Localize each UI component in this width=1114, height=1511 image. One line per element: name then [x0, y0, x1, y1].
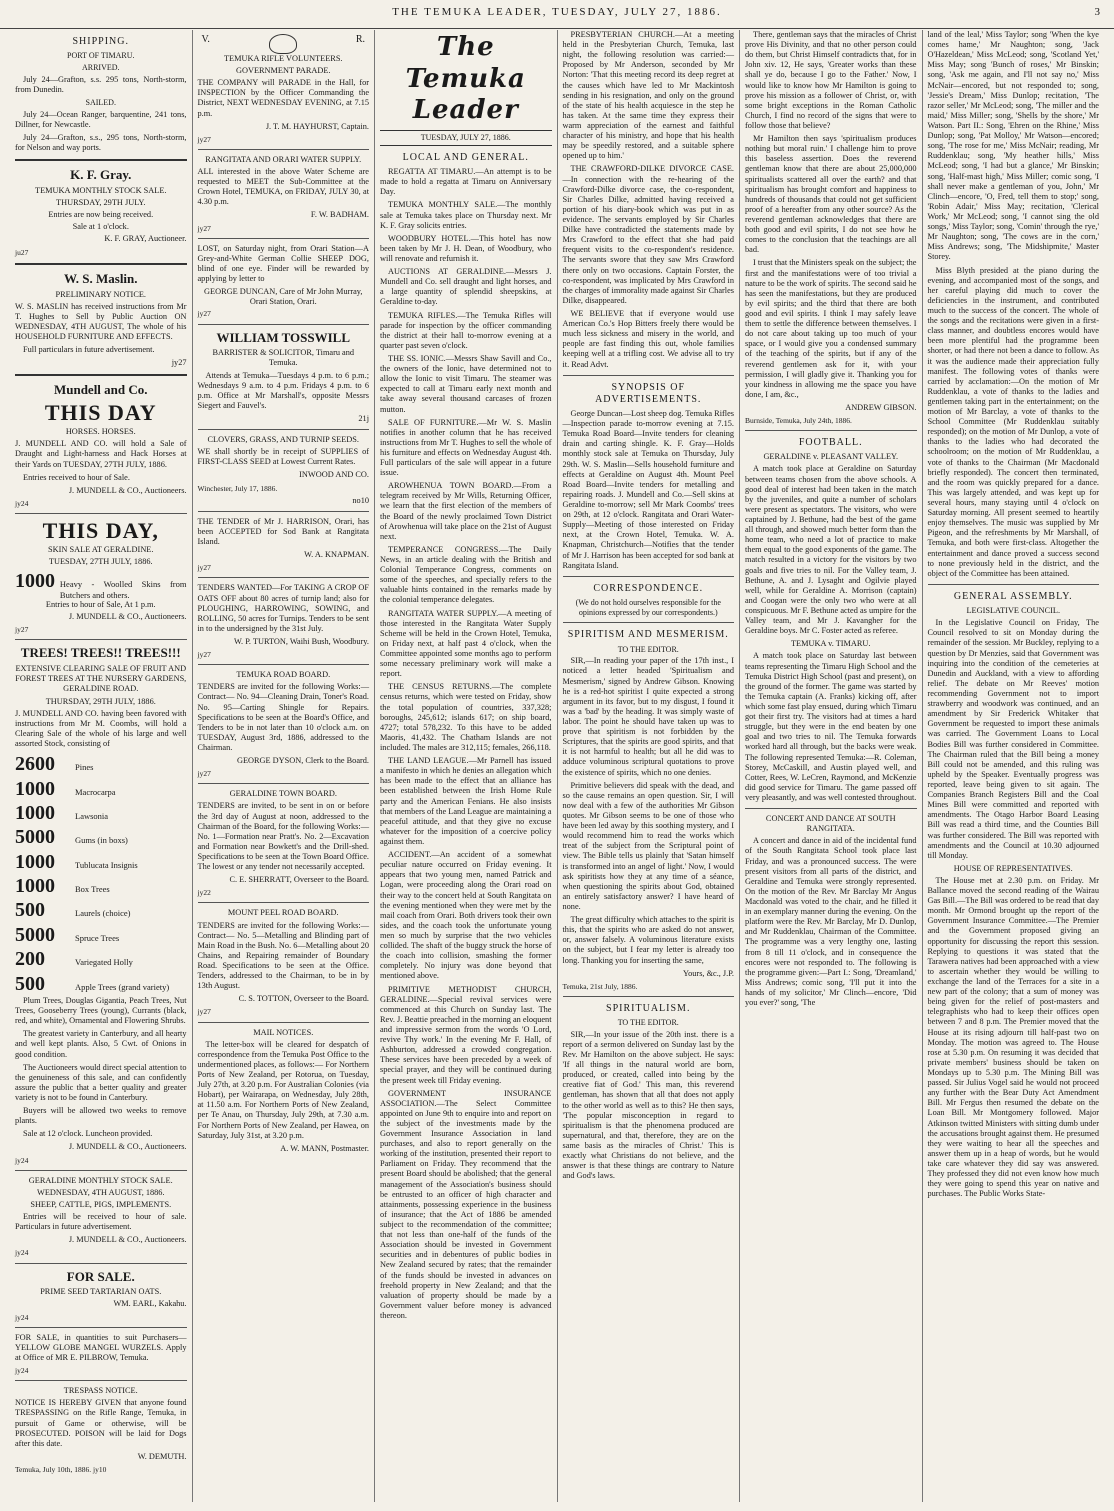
- divider: [563, 375, 735, 376]
- spiritualism-title: SPIRITUALISM.: [606, 1002, 691, 1014]
- lost-dog-ref: jy27: [197, 309, 211, 319]
- spiritism-signature: Yours, &c., J.P.: [682, 968, 734, 978]
- trees-body: J. MUNDELL AND CO. having been favored with instructions from Mr M. Coombs, will hold a Clearing Sale of the whole of his large and well assorted Stock, consisting of: [15, 708, 187, 749]
- page-number: 3: [1094, 6, 1100, 18]
- rifle-ref: jy27: [197, 134, 211, 144]
- list-item: 5000 Spruce Trees: [15, 923, 120, 946]
- road-board-body: TENDERS are invited for the following Works:— Contract— No. 94—Cleaning Drain, Toner's Road. No. 95—Carting Shingle for Repairs. Specifications to be seen at the Board's Office, and Tenders to be in not later than 10 o'clock a.m. on TUESDAY, August 3rd, 1886, addressed to the Chairman.: [197, 682, 369, 752]
- article-paragraph: Mr Hamilton then says 'spiritualism produces nothing but moral ruin.' I challenge him to prove this baseless assertion. Does the reverend gentleman know that there are about 25,000,000 spiritualists scattered all over the earth? and that spiritualism has brought comfort and happiness to hundreds of thousands that could not get sufficient proof of a hereafter from any other source? As the reverend gentleman acknowledges that there are both good and evil spirits, I do not see how he comes to the conclusion that the teachings are all bad.: [745, 134, 917, 255]
- divider: [563, 996, 735, 997]
- clovers-signature: INWOOD AND CO.: [299, 470, 369, 480]
- mundell-title: Mundell and Co.: [53, 382, 148, 398]
- article-paragraph: I trust that the Ministers speak on the subject; the first and the manifestations were of too trivial a nature to be the work of spirits. The second said he has seen the manifestations, but they are produced by evil spirits; and the third that there are both good and evil spirits. I think I may safely leave them to settle the difference between themselves. I do not care about taking up too much of your space, or I would give you a condensed summary of the teaching of the spirits, but if any of the reverend gentlemen ask for it, with your permission, I will gladly give it. Thanking you for your kindness in allowing me the space you have done, I am, &c.,: [745, 258, 917, 399]
- letter-date: Burnside, Temuka, July 24th, 1886.: [745, 416, 852, 426]
- mundell-signature: J. MUNDELL & CO., Auctioneers.: [68, 485, 187, 495]
- clovers-body: WE shall shortly be in receipt of SUPPLIES of FIRST-CLASS SEED at Lowest Current Rates.: [197, 447, 369, 467]
- article-paragraph: The great difficulty which attaches to the spirit is this, that the spirits who are asked do not answer, or, answer falsely. A voluminous literature exists on the subject, but I fear my letter is already too long. Thanking you for inserting the same,: [562, 915, 734, 965]
- trees-subtitle: EXTENSIVE CLEARING SALE OF FRUIT AND FOREST TREES AT THE NURSERY GARDENS, GERALDINE ROAD.: [15, 664, 187, 694]
- mail-notices-title: MAIL NOTICES.: [253, 1027, 314, 1037]
- article-paragraph: The House met at 2.30 p.m. on Friday. Mr Ballance moved the second reading of the Wairau Gas Bill.—The Bill was ordered to be read that day month. Mr Ormond brought up the report of the Government Insurance Committee.—The Premier and the Government proposed giving an opportunity for discussing the report this session. Replying to questions it was stated that the Tarawera natives had been approached with a view to ascertain whether they would be willing to exchange the land of the Terraces for a site in a new part of the colony; that a sum of money was being given for the relief of post-masters and telegraphists who had to keep their offices open between 7 and 8 p.m. The Premier moved that the House at its rising adjourn till half-past two on Monday. The motion was agreed to. The House rose at 5.30 p.m. On resuming it was decided that private members' business should be taken on Mondays up to 5.30 p.m. The Mining Bill was passed. Sir Julius Vogel said he would not proceed any further with the Bear Duty Act Amendment Bill. Mr Fergus then resumed the debate on the Loan Bill. Mr Montgomery followed. Major Atkinson twitted Ministers with sitting dumb under the accusations brought against them. He presumed they were waiting to hear all the speeches and answer them up in a heap of words, but he would take care whatever they did say was answered. They professed they did not even know how much they were going to spend this year on native and purchases. The Public Works State-: [927, 875, 1099, 1199]
- column-4: [558, 30, 741, 1502]
- lost-dog-body: LOST, on Saturday night, from Orari Station—A Grey-and-White German Collie SHEEP DOG, blind of one eye. Finder will be rewarded by applying by letter to: [197, 243, 369, 284]
- geraldine-town-title: GERALDINE TOWN BOARD.: [229, 789, 337, 799]
- football-title: FOOTBALL.: [798, 437, 863, 449]
- shipping-port: PORT OF TIMARU.: [67, 51, 135, 61]
- list-item: 200 Variegated Holly: [15, 948, 133, 971]
- maslin-foot: Full particulars in future advertisement.: [23, 345, 155, 355]
- article-paragraph: In the Legislative Council on Friday, The Council resolved to sit on Monday during the remainder of the session. Mr Buckley, replying to a question by Dr Menzies, said that Government was inquiring into the condition of the cemeteries at Dunedin and Auckland, with a view to affording relief. The debate on Mr Reeves' motion recommending Government not to import strawberry and woodwork was continued, and an amendment by Sir Frederick Whitaker that Government be requested to import these animals was carried. The Government Loans to Local Bodies Bill was further considered in Committee. The Chairman ruled that the Bill being a money Bill could not be amended, and this ruling was upheld by the Speaker. Eventually progress was reported, leave being given to sit again. The Companies Branch Registers Bill and the Coal Mines Bill were committed and reported with amendments. The Otago Harbor Board Leasing Bill was read a third time, and the Counties Bill was further considered. The Bill was reported with amendments and the Council at 10.30 adjourned till Monday.: [927, 618, 1099, 860]
- correspondence-title: CORRESPONDENCE.: [593, 582, 704, 594]
- tender1-body: THE TENDER of Mr J. HARRISON, Orari, has been ACCEPTED for Sod Bank at Rangitata Island.: [197, 516, 369, 547]
- temuka-timaru-title: TEMUKA v. TIMARU.: [790, 639, 871, 649]
- list-item: 1000 Box Trees: [15, 875, 110, 898]
- trees-title: TREES! TREES!! TREES!!!: [20, 645, 181, 661]
- trees-ref: jy24: [15, 1155, 29, 1165]
- newspaper-header-title: THE TEMUKA LEADER, TUESDAY, JULY 27, 1886.: [392, 6, 722, 18]
- divider: [198, 429, 370, 430]
- divider: [15, 1170, 187, 1171]
- tender2-signature: W. P. TURTON, Waihi Bush, Woodbury.: [233, 636, 369, 646]
- spiritualism-to: TO THE EDITOR.: [617, 1018, 679, 1028]
- column-2: [193, 30, 376, 1502]
- kfgray-ref: ju27: [15, 247, 29, 257]
- trees-list: [15, 752, 187, 996]
- skin-sale-signature: J. MUNDELL & CO., Auctioneers.: [68, 612, 187, 622]
- clovers-ref: no10: [352, 495, 369, 505]
- geraldine-sale-body: Entries will be received to hour of sale. Particulars in future advertisement.: [15, 1212, 187, 1232]
- mail-notices-signature: A. W. MANN, Postmaster.: [280, 1143, 369, 1153]
- mundell-body: J. MUNDELL AND CO. will hold a Sale of Draught and Light-harness and Hack Horses at their Yards on TUESDAY, 27TH JULY, 1886.: [15, 439, 187, 469]
- divider: [15, 374, 187, 376]
- article-paragraph: SALE OF FURNITURE.—Mr W. S. Maslin notifies in another column that he has received instructions from Mr T. Hughes to sell the whole of his furniture and effects on Wednesday August 4th. Full particulars of the sale will appear in a future issue.: [380, 417, 552, 478]
- list-item: 500 Apple Trees (grand variety): [15, 972, 170, 995]
- water-ref: jy27: [197, 223, 211, 233]
- column-6: [923, 30, 1105, 1502]
- divider: [198, 149, 370, 150]
- for-sale-title: FOR SALE.: [66, 1268, 135, 1284]
- rifle-signature: J. T. M. HAYHURST, Captain.: [265, 121, 369, 131]
- vr-r: R.: [355, 34, 365, 45]
- rifle-sub: GOVERNMENT PARADE.: [235, 66, 331, 76]
- kfgray-sale: Sale at 1 o'clock.: [72, 222, 129, 232]
- divider: [198, 577, 370, 578]
- article-paragraph: PRESBYTERIAN CHURCH.—At a meeting held in the Presbyterian Church, Temuka, last night, the following resolution was carried:—Proposed by Mr Anderson, seconded by Mr Norton: 'That this meeting record its deep regret at the causes which have led to Mr Mackintosh sending in his resignation, and only on the ground of the state of his health acquiesce in the step he has taken. At the same time they express their warm appreciation of the earnest and faithful character of his ministry, and hope that his health may be speedily restored, and a suitable sphere opened up to him.': [562, 30, 734, 161]
- shipping-sailed-1: July 24—Ocean Ranger, barquentine, 241 tons, Dillner, for Newcastle.: [15, 109, 187, 129]
- article-paragraph: THE CRAWFORD-DILKE DIVORCE CASE.—In connection with the re-hearing of the Crawford-Dilke divorce case, the co-respondent, Sir Charles Dilke, admitted having received a portion of his diary-book which was put in as evidence. The servants employed by Sir Charles Dilke have contradicted the statements made by Mrs Crawford to the effect that she had paid frequent visits to the co-respondent's residence. The servants swore that they saw Mrs Crawford there only on two occasions. Captain Forster, the co-respondent, was implicated by Mrs Crawford in the charges of immorality made against Sir Charles Dilke, disappeared.: [562, 164, 734, 305]
- mount-peel-ref: jy27: [197, 1007, 211, 1017]
- trees-sale: Sale at 12 o'clock. Luncheon provided.: [23, 1129, 153, 1139]
- shipping-title: SHIPPING.: [72, 36, 129, 47]
- tosswill-ref: 21j: [358, 414, 369, 424]
- spiritism-date: Temuka, 21st July, 1886.: [562, 981, 638, 991]
- maslin-body: W. S. MASLIN has received instructions from Mr T. Hughes to Sell by Public Auction ON WEDNESDAY, 4TH AUGUST, The whole of his HOUSEHOLD FURNITURE AND EFFECTS.: [15, 301, 187, 341]
- correspondence-note: (We do not hold ourselves responsible for the opinions expressed by our correspondents.): [575, 597, 721, 617]
- divider: [198, 664, 370, 665]
- water-title: RANGITATA AND ORARI WATER SUPPLY.: [205, 154, 362, 164]
- tender2-body: TENDERS WANTED—For TAKING A CROP OF OATS OFF about 80 acres of turnip land; also for PLOUGHING, HARROWING, SOWING, and ROLLING, 50 acres for Turnips. Tenders to be sent in to the undersigned by the 31st July.: [197, 583, 369, 633]
- divider: [745, 430, 917, 431]
- article-paragraph: TEMPERANCE CONGRESS.—The Daily News, in an article dealing with the British and Colonial Temperance Congress, comments on some of the speeches, and specially refers to the valuable hints contained in the remarks made by the colonial temperance delegates.: [380, 544, 552, 605]
- divider: [15, 639, 187, 640]
- article-paragraph: Miss Blyth presided at the piano during the evening, and accompanied most of the songs, and her careful playing did much to cover the deficiencies in the instrument, and contributed much to the success of the concert. The whole of the songs and the recitations were given in a first-class manner, and doubtless encores would have been more plentiful had the programme been shorter, or had there not been a dance to follow. As it was the audience made their appreciation fully manifest. The following votes of thanks were carried by acclamation:—On the motion of Mr Ruddenklau, a vote of thanks to the ladies and gentlemen taking part in the entertainment; on the motion of Mr Barclay, a vote of thanks to the School Committee (Mr Ruddenklau suitably responded); on the motion of Mr Dunlop, a vote of thanks to the ladies who had decorated the schoolroom; on the motion of Mr Ruddenklau, a vote of thanks to the Chairman (Mr Macdonald briefly responded). The concert then terminated, and the room was quickly prepared for a dance. This was largely attended, and was kept up for several hours, many staying until 4 o'clock on Saturday morning. All present seemed to heartily enjoy themselves. The music was supplied by Mr Pigeon, and the refreshments by Mr Marshall, of Temuka, and both were first-class. Altogether the entertainment and dance proved a success second to none previously held in the district, and the object of the Committee has been attained.: [927, 265, 1099, 578]
- mount-peel-body: TENDERS are invited for the following Works:— Contract— No. 5—Metalling and Blinding part of Main Road in the Bush. No. 6—Metalling about 20 Chains, and Repairing remainder of Boundary Road. Specifications to be seen at the Office. Tenders, addressed to the Chairman, to be in by 13th August.: [197, 920, 369, 991]
- divider: [15, 1263, 187, 1264]
- mundell-ref: jy24: [15, 498, 29, 508]
- article-paragraph: A match took place on Saturday last between teams representing the Timaru High School and the Temuka District High School (past and present), on the ground of the former. The game was started by the Temuka captain (A. Franks) kicking off, after which some fast play ensued, during which Timaru got their first try. The visitors had at times a hard struggle, but they were in the end beaten by one goal and two tries to nil. The Temuka forwards worked hard all through, but the backs were weak. The following represented Temuka:—R. Coleman, Storey, McCaskill, and Austin played well, and Cotter, Rees, W. LeCren, Raymond, and McKenzie did good service for Timaru. The game passed off very pleasantly, and was well contested throughout.: [745, 651, 917, 802]
- synopsis-body: George Duncan—Lost sheep dog. Temuka Rifles—Inspection parade to-morrow evening at 7.15. Temuka Road Board—Invite tenders for cleaning drain and carting shingle. K. F. Gray—Holds monthly stock sale at Temuka on Thursday, July 29th. W. S. Maslin—Sells household furniture and effects at Geraldine on August 4th. Mount Peel Road Board—Invite tenders for metalling and repairing roads. J. Mundell and Co.—Sell skins at Geraldine to-morrow; sell Mr Mark Coombs' trees on 29th, at 12 o'clock. Rangitata and Orari Water-Supply—Meeting of those interested on Friday next, at the Crown Hotel, Temuka. W. A. Knapman, Christchurch—Notifies that the tender of Mr J. Harrison has been accepted for sod bank at Rangitata Island.: [562, 408, 734, 570]
- divider: [563, 622, 735, 623]
- lost-dog-signature: GEORGE DUNCAN, Care of Mr John Murray, Orari Station, Orari.: [204, 287, 363, 307]
- article-paragraph: Primitive believers did speak with the dead, and so the cause remains an open question. Sir, I will now deal with a few of the authorities Mr Gibson quotes. Mr Gibson seems to be one of those who have been led away by this soothing mystery, and I would recommend him to read the works which treat of the subject from the Scriptural point of view. The Bible tells us plainly that 'Satan himself is transformed into an angel of light.' Now, I would ask spiritists how they at any time of a séance, when questioning the spirits about God, obtained an entirely satisfactory answer? I have heard of none.: [562, 780, 734, 911]
- article-paragraph: A concert and dance in aid of the incidental fund of the South Rangitata School took place last Friday, and was a pronounced success. The were present visitors from all parts of the district, and Geraldine and Temuka were strongly represented. On the motion of the Rev. Mr Barclay Mr Angus Macdonald was voted to the chair, and he filled it in an exemplary manner during the evening. On the platform were the Rev. Mr Barclay, Mr D. Dunlop, and Mr Ruddenklau, Chairman of the Committee. The programme was a very lengthy one, lasting from 8 till 11 o'clock, and in consequence the encores were not responded to. The following is the programme given:—Part I.: Song, 'Dreamland,' Miss Andrews; comic song, 'I'll put it into the hands of my solicitor,' Mr Clinch—encore, 'Did you ever?' song, 'The: [745, 836, 917, 1008]
- shipping-sailed-2: July 24—Grafton, s.s., 295 tons, North-storm, for Nelson and way ports.: [15, 132, 187, 152]
- this-day-heading-2: THIS DAY,: [42, 518, 159, 544]
- article-paragraph: ACCIDENT.—An accident of a somewhat peculiar nature occurred on Friday evening. It appears that two young men, named Patrick and Logan, were proceeding along the Orari road on their way to the concert held at South Rangitata on the evening mentioned when they were met by the mail coach from Orari. Both drivers took their own sides, and the coach took the unfortunate young men so much by surprise that the two vehicles collided. The shaft of the buggy struck the horse of the coach into collision, smashing the former completely. No injury was done beyond that mentioned above.: [380, 850, 552, 981]
- vr-v: V.: [201, 34, 210, 45]
- article-paragraph: GOVERNMENT INSURANCE ASSOCIATION.—The Select Committee appointed on June 9th to enquire into and report on the subject of the investments made by the Government Insurance Association in land purchases, and also to report generally on the working of the institution, presented their report to Parliament on Friday. They recommend that the present Board should be abolished; that the general management of the Association's business should be entrusted to an officer of high character and attainments, possessing experience in the business of insurance; that the Act of 1886 be amended subject to the recommendation of the committee; that not less than one-half of the funds of the Association should be invested in Government securities and in debentures of public bodies in New Zealand secured by rates; that the remainder of the funds should be invested in advances on freehold property in New Zealand; and that the valuation of property should be made by a Government valuer before money is advanced thereon.: [380, 1088, 552, 1321]
- mundell-entries: Entries received to hour of Sale.: [23, 472, 130, 482]
- article-paragraph: TEMUKA MONTHLY SALE.—The monthly sale at Temuka takes place on Thursday next. Mr K. F. Gray solicits entries.: [380, 200, 552, 230]
- geraldine-sale-items: SHEEP, CATTLE, PIGS, IMPLEMENTS.: [30, 1199, 172, 1209]
- rifle-body: THE COMPANY will PARADE in the Hall, for INSPECTION by the Officer Commanding the District, NEXT WEDNESDAY EVENING, at 7.15 p.m.: [197, 78, 369, 118]
- list-item: 2600 Pines: [15, 753, 94, 776]
- trees-signature: J. MUNDELL & CO., Auctioneers.: [68, 1142, 187, 1152]
- skin-sale-date: TUESDAY, 27TH JULY, 1886.: [48, 557, 153, 567]
- list-item: 500 Laurels (choice): [15, 899, 131, 922]
- article-paragraph: AUCTIONS AT GERALDINE.—Messrs J. Mundell and Co. sell draught and light horses, and a large quantity of splendid sheepskins, at Geraldine to-day.: [380, 267, 552, 307]
- mount-peel-title: MOUNT PEEL ROAD BOARD.: [227, 908, 339, 918]
- tosswill-title: WILLIAM TOSSWILL: [216, 329, 351, 345]
- divider: [198, 783, 370, 784]
- trespass-signature: W. DEMUTH.: [137, 1451, 187, 1461]
- skin-sale-entries: Entries to hour of Sale, At 1 p.m.: [45, 600, 156, 610]
- horses-heading: HORSES. HORSES.: [65, 427, 136, 437]
- column-3: [375, 30, 558, 1502]
- concert-title: CONCERT AND DANCE AT SOUTH RANGITATA.: [765, 814, 896, 834]
- road-board-signature: GEORGE DYSON, Clerk to the Board.: [236, 756, 369, 766]
- letter-signature: ANDREW GIBSON.: [845, 402, 917, 412]
- skin-sale-desc: Heavy - Woolled Skins from Butchers and others.: [59, 579, 187, 600]
- shipping-arrived-label: ARRIVED.: [81, 62, 120, 72]
- divider: [928, 584, 1100, 585]
- skin-sale-quantity-row: [15, 569, 187, 600]
- divider: [198, 324, 370, 325]
- article-paragraph: A match took place at Geraldine on Saturday between teams chosen from the above schools. A good deal of interest had been taken in the match by the juveniles, and quite a number of scholars were present as spectators. The visitors, who were captained by J. Bethune, had the best of the game all through, and showed much better form than the home team, who need a lot of practice to make them equal to the good exponents of the game. The match resulted in a victory for the visitors by two goals and five tries to nil. For the Valley team, J. Bethune, A. and J. Lysaght and Ogilvie played well, while for Geraldine A. Morrison (captain) and Coogan were the only two who were at all conspicuous. Mr F. Bethune acted as umpire for the Valley team, and Mr J. Kavangher for the Geraldine boys. Mr C. Foster acted as referee.: [745, 464, 917, 636]
- local-general-title: LOCAL AND GENERAL.: [402, 151, 529, 163]
- football-subtitle: GERALDINE v. PLEASANT VALLEY.: [763, 452, 899, 462]
- kfgray-date: THURSDAY, 29TH JULY.: [56, 198, 146, 208]
- divider: [745, 808, 917, 809]
- trespass-title: TRESPASS NOTICE.: [63, 1386, 138, 1396]
- kfgray-entries: Entries are now being received.: [48, 210, 154, 220]
- mount-peel-signature: C. S. TOTTON, Overseer to the Board.: [238, 994, 369, 1004]
- article-paragraph: WOODBURY HOTEL.—This hotel has now been taken by Mr J. H. Dean, of Woodbury, who will renovate and refurnish it.: [380, 233, 552, 263]
- geraldine-sale-date: WEDNESDAY, 4TH AUGUST, 1886.: [36, 1187, 165, 1197]
- paper-title: The Temuka Leader: [405, 32, 526, 126]
- list-item: 1000 Macrocarpa: [15, 777, 116, 800]
- geraldine-town-body: TENDERS are invited, to be sent in on or before the 3rd day of August at noon, addressed to the Chairman of the Board, for the following Works:— No. 1—Formation near Pratt's. No. 2—Excavation and Formation near Bowkett's and the Drill-shed. Specifications to be seen at the Town Board Office. The lowest or any tender not necessarily accepted.: [197, 801, 369, 872]
- trees-fine: The greatest variety in Canterbury, and all hearty and well kept plants. Also, 5 Cwt. of Onions in good condition.: [15, 1029, 187, 1059]
- article-paragraph: THE LAND LEAGUE.—Mr Parnell has issued a manifesto in which he denies an allegation which has been made to the effect that an alliance has been established between the Irish Home Rule party and the American Fenians. He also insists that members of the Land League are maintaining a peaceful attitude, and that they give no excuse whatever for the imposition of a coercive policy against them.: [380, 756, 552, 846]
- water-body: ALL interested in the above Water Scheme are requested to MEET the Sub-Committee at the Crown Hotel, TEMUKA, on FRIDAY, JULY 30, at 4.30 p.m.: [197, 167, 369, 207]
- article-paragraph: THE SS. IONIC.—Messrs Shaw Savill and Co., the owners of the Ionic, have determined not to allow the Ionic to visit Timaru. The steamer was expected to call at Timaru early next month and take away several thousand carcases of frozen mutton.: [380, 353, 552, 414]
- trees-more: Plum Trees, Douglas Gigantia, Peach Trees, Nut Trees, Gooseberry Trees (young), Currants (black, red, and white), Ornamental and Flowering Shrubs.: [15, 996, 187, 1026]
- divider: [198, 902, 370, 903]
- shipping-sailed-label: SAILED.: [85, 97, 116, 107]
- divider: [15, 159, 187, 161]
- divider: [563, 576, 735, 577]
- tender1-ref: jy27: [197, 563, 211, 573]
- skin-sale-ref: jy27: [15, 625, 29, 635]
- maslin-ref: jy27: [171, 358, 187, 368]
- crown-crest-icon: [269, 34, 297, 54]
- article-paragraph: WE BELIEVE that if everyone would use American Co.'s Hop Bitters freely there would be much less sickness and misery in the world, and people are fast finding this out, whole families keeping well at a trifling cost. We advise all to try it. Read Advt.: [562, 308, 734, 369]
- divider: [198, 511, 370, 512]
- road-board-title: TEMUKA ROAD BOARD.: [236, 670, 331, 680]
- article-paragraph: SIR,—In your issue of the 20th inst. there is a report of a sermon delivered on Sunday last by the Rev. Mr Hamilton on the above subject. He says: 'If all things in the natural world are born, produced, or created, called into being by the creative fiat of God.' This man, this reverend gentleman, has shown that all that does not apply to the other world as well as to this? He then says, 'The popular misconception in regard to spiritualism is that the phenomena produced are supernatural, and that, therefore, they are on the same basis as the miracles of Christ.' This is exactly what Christians do not believe, and the answer is that these things are contrary to Nature and God's laws.: [562, 1029, 734, 1181]
- this-day-heading: THIS DAY: [44, 400, 157, 426]
- list-item: 1000 Tublucata Insignis: [15, 850, 138, 873]
- spiritism-to: TO THE EDITOR.: [617, 644, 679, 654]
- article-paragraph: land of the leal,' Miss Taylor; song 'When the kye comes hame,' Mr Naughton; song, 'Jack O'Hazeldean,' Miss McLeod; song, 'Scotland Yet,' Miss May; song 'Bunch of roses,' Mr Binskin; song, 'Ask me again, and I'll not say no,' Miss McNair—encored, but not responded to; song, 'Jessie's Dream,' Miss Dunlop; recitation, 'The razor seller,' Mr McLeod; song, 'The miller and the maid,' Miss Miller; song, 'Shells by the shore,' Mr Watson. Part II.: Song, 'Ehren on the Rhine,' Miss Dunlop; song, 'Pat Molloy,' Mr Watson—encored; song, 'The rose for me,' Miss McNair; reading, Mr Ruddenklau; song, 'My heather hills,' Miss McLeod; song, 'I had but a glance,' Mr Binskin; song, 'Half-mast high,' Miss Miller; comic song, 'I shall never make a gentleman of you, John,' Mr Clinch—encore, 'O, Fred, tell them to stop;' song, 'Robin Adair,' Miss May; recitation, 'Clerical Work,' Mr McLeod; song, 'I cannot sing the old songs,' Miss Taylor; song, 'Comin' through the rye,' Mr Naughton; song, 'The cows are in the corn,' Miss Andrews; song, 'The Midshipmite,' Master Storey.: [927, 30, 1099, 262]
- for-sale-signature: WM. EARL, Kakahu.: [113, 1299, 187, 1309]
- trees-date: THURSDAY, 29TH JULY, 1886.: [45, 696, 156, 706]
- mail-notices-body: The letter-box will be cleared for despatch of correspondence from the Temuka Post Office to the undermentioned places, as follows:— For Northern Ports of New Zealand, per Rotorua, on Tuesday, July 27th, at 3.20 p.m. For Australian Colonies (via Hobart), per Wairarapa, on Wednesday, July 28th, at 11.50 a.m. For Northern Ports of New Zealand, per Te Anau, on Thursday, July 29th, at 7.30 a.m. For Northern Ports of New Zealand, per Hawea, on Saturday, July 31st, at 3.20 p.m.: [197, 1039, 369, 1140]
- article-paragraph: THE CENSUS RETURNS.—The complete census returns, which were tested on Friday, show the total population of countries, 337,328; boroughs, 245,612; islands 617; on ship board, 4727; total 578,232. To this have to be added Maoris, 41,432. The Chatham Islands are not included. The males are 312,115; females, 266,118.: [380, 682, 552, 752]
- divider: [15, 263, 187, 265]
- vr-crest-row: [198, 34, 370, 54]
- shipping-arrived: July 24—Grafton, s.s. 295 tons, North-storm, from Dunedin.: [15, 74, 187, 94]
- geraldine-sale-title: GERALDINE MONTHLY STOCK SALE.: [28, 1175, 173, 1185]
- list-item: 5000 Gums (in boxs): [15, 826, 128, 849]
- mangel-body: FOR SALE, in quantities to suit Purchasers— YELLOW GLOBE MANGEL WURZELS. Apply at Office of MR E. PILBROW, Temuka.: [15, 1332, 187, 1362]
- geraldine-sale-signature: J. MUNDELL & CO., Auctioneers.: [68, 1235, 187, 1245]
- tender1-signature: W. A. KNAPMAN.: [304, 550, 369, 560]
- issue-line: TUESDAY, JULY 27, 1886.: [380, 130, 552, 146]
- newspaper-columns: [10, 30, 1104, 1502]
- tender2-ref: jy27: [197, 650, 211, 660]
- list-item: 1000 Lawsonia: [15, 801, 109, 824]
- article-paragraph: RANGITATA WATER SUPPLY.—A meeting of those interested in the Rangitata Water Supply Scheme will be held in the Crown Hotel, Temuka, on Friday next, at half past 4 o'clock, when the Committee appointed some months ago to perform some necessary preliminary work will make a report.: [380, 608, 552, 679]
- rifle-title: TEMUKA RIFLE VOLUNTEERS.: [223, 54, 343, 63]
- road-board-ref: jy27: [197, 769, 211, 779]
- geraldine-town-signature: C. E. SHERRATT, Overseer to the Board.: [229, 875, 369, 885]
- divider: [15, 513, 187, 514]
- for-sale-body: PRIME SEED TARTARIAN OATS.: [40, 1287, 162, 1297]
- divider: [15, 1380, 187, 1381]
- kfgray-signature: K. F. GRAY, Auctioneer.: [104, 234, 187, 244]
- geraldine-town-ref: jy22: [197, 888, 211, 898]
- divider: [198, 1022, 370, 1023]
- spiritism-title: SPIRITISM AND MESMERISM.: [567, 629, 729, 641]
- tosswill-body: Attends at Temuka—Tuesdays 4 p.m. to 6 p.m.; Wednesdays 9 a.m. to 4 p.m. Fridays 4 p.m. to 6 p.m. Office at Mr Marshall's, opposite Messrs Siegert and Fauvel's.: [197, 370, 369, 410]
- tosswill-sub: BARRISTER & SOLICITOR, Timaru and Temuka.: [212, 348, 355, 368]
- clovers-date: Winchester, July 17, 1886.: [197, 483, 278, 493]
- maslin-notice: PRELIMINARY NOTICE.: [55, 289, 146, 299]
- skin-sale-title: SKIN SALE AT GERALDINE.: [48, 545, 154, 555]
- clovers-title: CLOVERS, GRASS, AND TURNIP SEEDS.: [207, 435, 359, 445]
- geraldine-sale-ref: jy24: [15, 1248, 29, 1258]
- divider: [15, 1327, 187, 1328]
- divider: [198, 238, 370, 239]
- article-paragraph: SIR,—In reading your paper of the 17th inst., I noticed a letter headed 'Spiritualism and Mesmerism,' signed by Andrew Gibson. Knowing he is a red-hot spiritist I quite expected a strong argument in its favor, but to my disgust, I found it was a 'bad' by the heading. It was simply waste of labor. The point he should have taken up was to prove that spiritism is not forbidden by the Scriptures, that the spirits are good spirits, and that it is not harmful to health; but all he did was to adduce voluminous scriptural quotations to prove the existence of spirits, which no one denies.: [562, 656, 734, 777]
- kfgray-title: K. F. Gray.: [70, 167, 132, 183]
- for-sale-ref: jy24: [15, 1312, 29, 1322]
- trees-buyers: Buyers will be allowed two weeks to remove plants.: [15, 1106, 187, 1126]
- article-paragraph: PRIMITIVE METHODIST CHURCH, GERALDINE.—Special revival services were commenced at this Church on Sunday last. The Rev. J. Beattie preached in the morning an eloquent and impressive sermon from the words 'O Lord, revive Thy work.' In the evening Mr F. Hall, of Ashburton, addressed a crowded congregation. These services have been preceded by a week of special prayer, and they will be continued during the present week till Friday evening.: [380, 984, 552, 1085]
- synopsis-title: SYNOPSIS OF ADVERTISEMENTS.: [595, 381, 702, 405]
- trespass-date: Temuka, July 10th, 1886. jy10: [15, 1464, 107, 1474]
- article-paragraph: AROWHENUA TOWN BOARD.—From a telegram received by Mr Wills, Returning Officer, we learn that the first election of the members of the Board of the newly proclaimed Town District of Arowhenua will take place on the 21st of August next.: [380, 481, 552, 541]
- legislative-council-title: LEGISLATIVE COUNCIL.: [966, 606, 1061, 616]
- kfgray-body: TEMUKA MONTHLY STOCK SALE.: [35, 185, 167, 195]
- maslin-title: W. S. Maslin.: [63, 270, 138, 286]
- article-paragraph: There, gentleman says that the miracles of Christ prove His Divinity, and that no other person could do them, but Christ Himself contradicts that, for in John xiv. 12, He says, 'Greater works than these shall ye do, because I go to the Father.' Now, I would like to know how Mr Hamilton is going to prove his mission as a follower of Christ, or, with some bright exceptions in the Roman Catholic Church, I find no record of the signs that were to follow those that believe?: [745, 30, 917, 130]
- masthead: [0, 0, 1114, 29]
- trespass-body: NOTICE IS HEREBY GIVEN that anyone found TRESPASSING on the Rifle Range, Temuka, in pursuit of Game or otherwise, will be PROSECUTED. POISON will be laid for Dogs after this date.: [15, 1398, 187, 1448]
- article-paragraph: REGATTA AT TIMARU.—An attempt is to be made to hold a regatta at Timaru on Anniversary Day.: [380, 167, 552, 197]
- water-signature: F. W. BADHAM.: [310, 210, 369, 220]
- general-assembly-title: GENERAL ASSEMBLY.: [953, 590, 1073, 602]
- column-5: [740, 30, 923, 1502]
- column-1: [10, 30, 193, 1502]
- mangel-ref: jy24: [15, 1366, 29, 1376]
- skin-sale-quantity: 1000: [15, 570, 55, 593]
- article-paragraph: TEMUKA RIFLES.—The Temuka Rifles will parade for inspection by the officer commanding the district at their hall to-morrow evening at a quarter past seven o'clock.: [380, 310, 552, 350]
- house-of-reps-title: HOUSE OF REPRESENTATIVES.: [953, 863, 1073, 873]
- trees-auct: The Auctioneers would direct special attention to the genuineness of this sale, and can confidently assure the public that a better quality and greater variety is not to be found in Canterbury.: [15, 1062, 187, 1103]
